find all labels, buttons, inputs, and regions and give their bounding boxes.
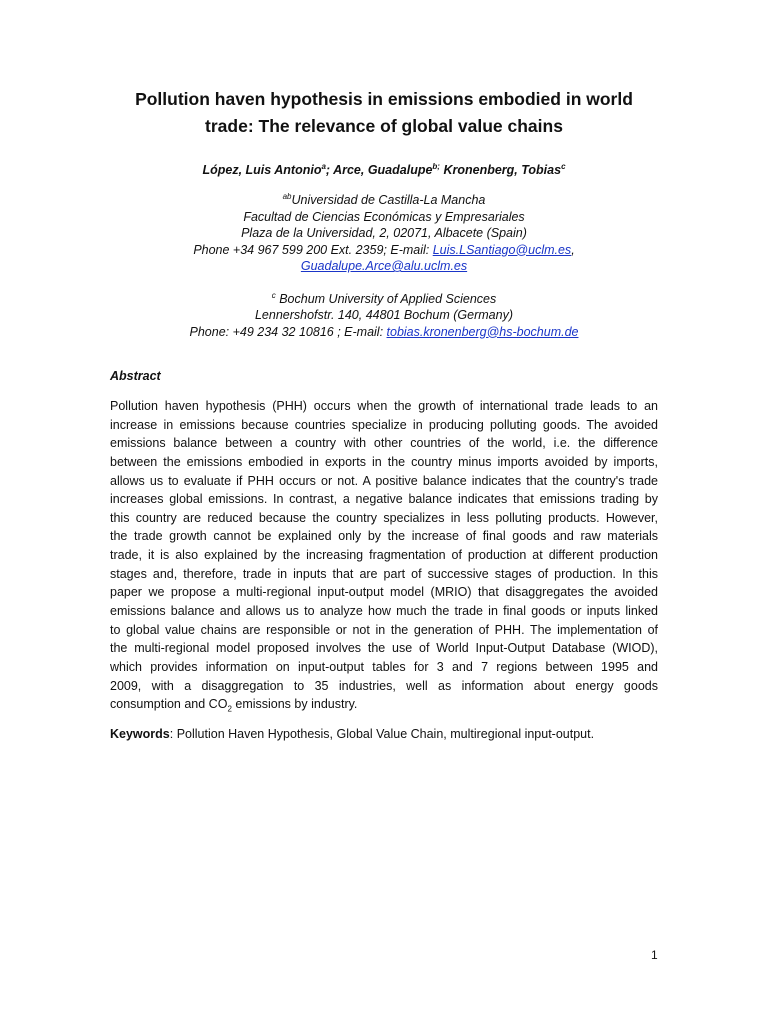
abstract-line: increases global emissions. In contrast, a negative balance indicates that emissions trading by: [110, 492, 658, 507]
paper-title: [110, 86, 658, 140]
affiliation-c-address: Lennershofstr. 140, 44801 Bochum (Germany): [254, 308, 513, 322]
affiliation-ab: [110, 192, 658, 275]
affiliation-ab-address: Plaza de la Universidad, 2, 02071, Albacete (Spain): [241, 226, 527, 240]
author-1: López, Luis Antonio: [202, 163, 322, 177]
paper-page: [110, 86, 658, 741]
page-number: 1: [651, 948, 658, 962]
email-link-kronenberg[interactable]: tobias.kronenberg@hs-bochum.de: [386, 324, 579, 339]
abstract-line: 2009, with a disaggregation to 35 industries, well as information about energy goods: [110, 678, 658, 693]
abstract-line: Pollution haven hypothesis (PHH) occurs when the growth of international trade leads to an: [110, 399, 658, 413]
affiliation-c-contact: Phone: +49 234 32 10816 ; E-mail: tobias.kronenberg@hs-bochum.de: [189, 324, 579, 339]
abstract-line: paper we propose a multi-regional input-output model (MRIO) that disaggregates the avoided: [110, 585, 658, 600]
abstract-line: emissions balance between a country with other countries of the world, i.e. the difference: [110, 436, 658, 451]
abstract-line: emissions balance and allows us to analyze how much the trade in final goods or inputs linked: [110, 604, 658, 619]
keywords-label: Keywords: [110, 726, 170, 741]
title-line-2: trade: The relevance of global value chains: [205, 116, 563, 136]
abstract-line: the trade growth cannot be explained only by the increase of final goods and raw materials: [110, 529, 658, 544]
author-2: ; Arce, Guadalupe: [325, 163, 433, 177]
abstract-line: trade, it is also explained by the increasing fragmentation of production at different production: [110, 548, 658, 563]
author-2-affil-mark: b;: [432, 161, 440, 171]
affiliation-c-university: $^c$ Bochum University of Applied Sciences: [271, 290, 497, 306]
abstract-heading: Abstract: [110, 369, 161, 383]
affiliation-ab-university: $^{ab}$Universidad de Castilla-La Mancha: [282, 191, 486, 207]
abstract-line: the multi-regional model proposed involves the use of World Input-Output Database (WIOD),: [110, 641, 658, 656]
title-line-1: Pollution haven hypothesis in emissions embodied in world: [135, 89, 633, 109]
abstract-line: to global value chains are responsible or not in the generation of PHH. The implementation of: [110, 622, 658, 637]
email-link-lopez[interactable]: Luis.LSantiago@uclm.es: [432, 242, 572, 257]
keywords-text: : Pollution Haven Hypothesis, Global Value Chain, multiregional input-output.: [169, 726, 595, 741]
keywords: [110, 727, 658, 741]
abstract-line: increase in emissions because countries specialize in producing polluting goods. The avoided: [110, 417, 658, 432]
abstract-line: which provides information on input-output tables for 3 and 7 regions between 1995 and: [110, 659, 658, 674]
author-3: Kronenberg, Tobias: [439, 163, 562, 177]
abstract-line: stages and, therefore, trade in inputs that are part of successive stages of production. In this: [110, 566, 658, 581]
email-link-arce[interactable]: Guadalupe.Arce@alu.uclm.es: [300, 259, 468, 273]
affiliation-ab-contact: Phone +34 967 599 200 Ext. 2359; E-mail: Luis.LSantiago@uclm.es,: [193, 242, 575, 257]
author-3-affil-mark: c: [561, 161, 566, 171]
abstract-line: between the emissions embodied in exports in the country minus imports avoided by imports,: [110, 454, 658, 469]
abstract-body: [110, 397, 658, 714]
abstract-line-last: consumption and $CO_2$ emissions by industry.: [110, 697, 358, 714]
author-list: [110, 162, 658, 178]
affiliation-ab-contact-2: [110, 258, 658, 275]
abstract-line: this country are reduced because the country specializes in less polluting products. However,: [110, 510, 658, 525]
affiliation-c: [110, 291, 658, 341]
affiliation-ab-faculty: Facultad de Ciencias Económicas y Empresariales: [243, 209, 525, 224]
abstract-line: allows us to evaluate if PHH occurs or not. A positive balance indicates that the country's trade: [110, 473, 658, 488]
author-1-affil-mark: a: [321, 161, 326, 171]
